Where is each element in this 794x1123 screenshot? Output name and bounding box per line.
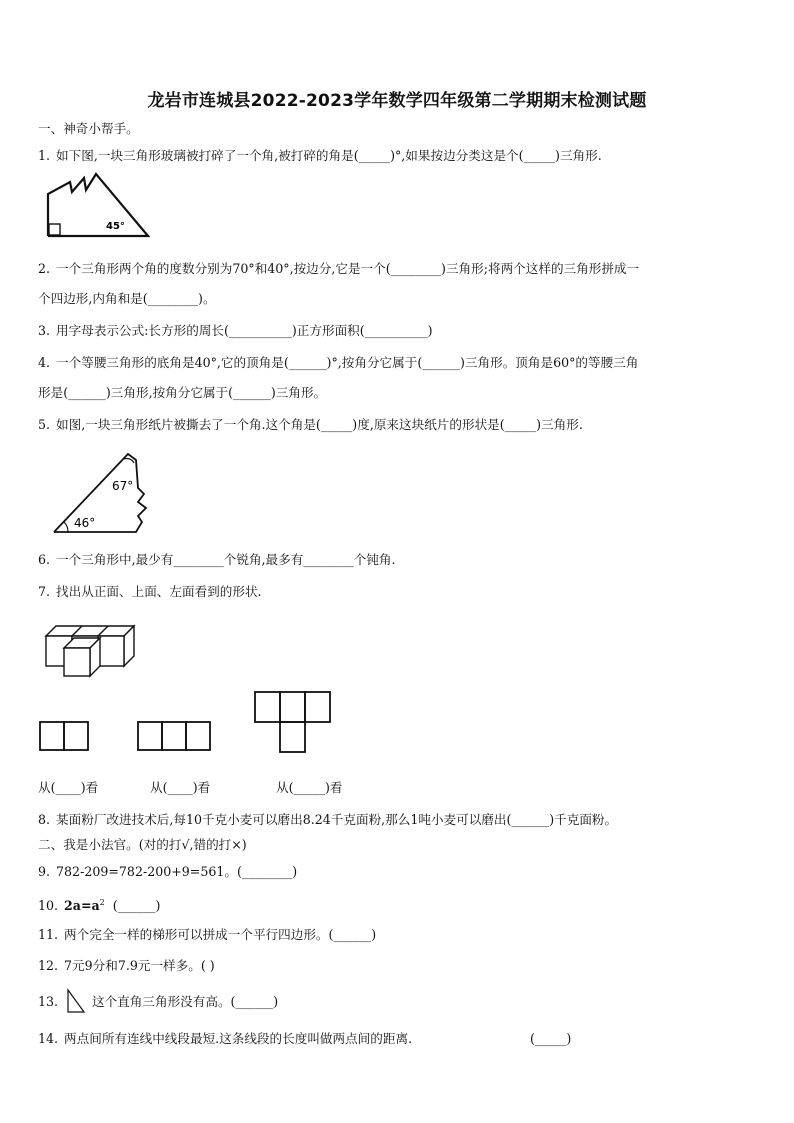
question-5 [38,417,583,433]
question-number: 8. [38,812,51,827]
right-triangle-icon [66,988,86,1014]
torn-triangle-figure [50,450,152,534]
question-text: 找出从正面、上面、左面看到的形状. [56,584,262,599]
question-text: 2a=a [64,898,100,914]
question-text: 一个三角形中,最少有________个锐角,最多有________个钝角. [56,552,396,567]
question-number: 6. [38,552,51,567]
question-10 [38,895,160,914]
question-4-continued: 形是(______)三角形,按角分它属于(______)三角形。 [38,385,327,400]
question-text: 7元9分和7.9元一样多。( ) [64,958,215,973]
question-number: 13. [38,994,59,1009]
angle-label-bottom: 46° [74,516,96,530]
right-angle-mark [49,224,60,235]
broken-triangle-figure [44,172,150,240]
question-2 [38,261,639,277]
angle-label: 45° [106,221,125,232]
question-7 [38,584,262,600]
answer-blank: (______) [112,898,161,914]
view-shape-c [253,690,333,754]
question-text: 两点间所有连线中线段最短.这条线段的长度叫做两点间的距离. [64,1031,413,1046]
question-number: 7. [38,584,51,599]
question-14 [38,1031,412,1047]
question-text: 如下图,一块三角形玻璃被打碎了一个角,被打碎的角是(_____)°,如果按边分类这是个(_____)三角形. [56,148,602,163]
question-6 [38,552,395,568]
view-label-2: 从(____)看 [150,780,211,795]
question-4 [38,355,638,371]
question-text: 782-209=782-200+9=561。(________) [56,864,298,879]
question-12 [38,958,215,974]
question-number: 10. [38,898,59,914]
question-number: 1. [38,148,51,163]
question-number: 12. [38,958,59,973]
question-1 [38,148,602,164]
section-heading-2: 二、我是小法官。(对的打√,错的打×) [38,837,247,852]
question-text: 某面粉厂改进技术后,每10千克小麦可以磨出8.24千克面粉,那么1吨小麦可以磨出(______)千克面粉。 [56,812,618,827]
question-2-continued: 个四边形,内角和是(________)。 [38,291,216,306]
answer-blank-14: (_____) [530,1031,572,1046]
question-text: 一个等腰三角形的底角是40°,它的顶角是(______)°,按角分它属于(______)三角形。顶角是60°的等腰三角 [56,355,639,370]
question-number: 9. [38,864,51,879]
section-heading-1: 一、神奇小帮手。 [38,121,139,136]
question-number: 11. [38,927,59,942]
question-3 [38,323,433,339]
question-number: 5. [38,417,51,432]
question-text: 如图,一块三角形纸片被撕去了一个角.这个角是(_____)度,原来这块纸片的形状是(_____)三角形. [56,417,583,432]
question-text: 用字母表示公式:长方形的周长(__________)正方形面积(__________) [56,323,433,338]
question-11 [38,927,376,943]
question-number: 14. [38,1031,59,1046]
question-13 [38,994,64,1010]
superscript: 2 [99,898,105,907]
question-number: 3. [38,323,51,338]
angle-label-top: 67° [112,479,134,493]
view-label-3: 从(_____)看 [276,780,343,795]
question-8 [38,812,617,828]
question-number: 2. [38,261,51,276]
question-9 [38,864,297,880]
question-number: 4. [38,355,51,370]
view-shape-b [136,720,212,752]
cube-stack-figure [44,622,144,680]
page-title: 龙岩市连城县2022-2023学年数学四年级第二学期期末检测试题 [147,91,647,111]
question-13-text: 这个直角三角形没有高。(______) [92,994,279,1009]
view-label-1: 从(____)看 [38,780,99,795]
view-shape-a [38,720,90,752]
question-text: 一个三角形两个角的度数分别为70°和40°,按边分,它是一个(________)三角形;将两个这样的三角形拼成一 [56,261,640,276]
question-text: 两个完全一样的梯形可以拼成一个平行四边形。(______) [64,927,377,942]
